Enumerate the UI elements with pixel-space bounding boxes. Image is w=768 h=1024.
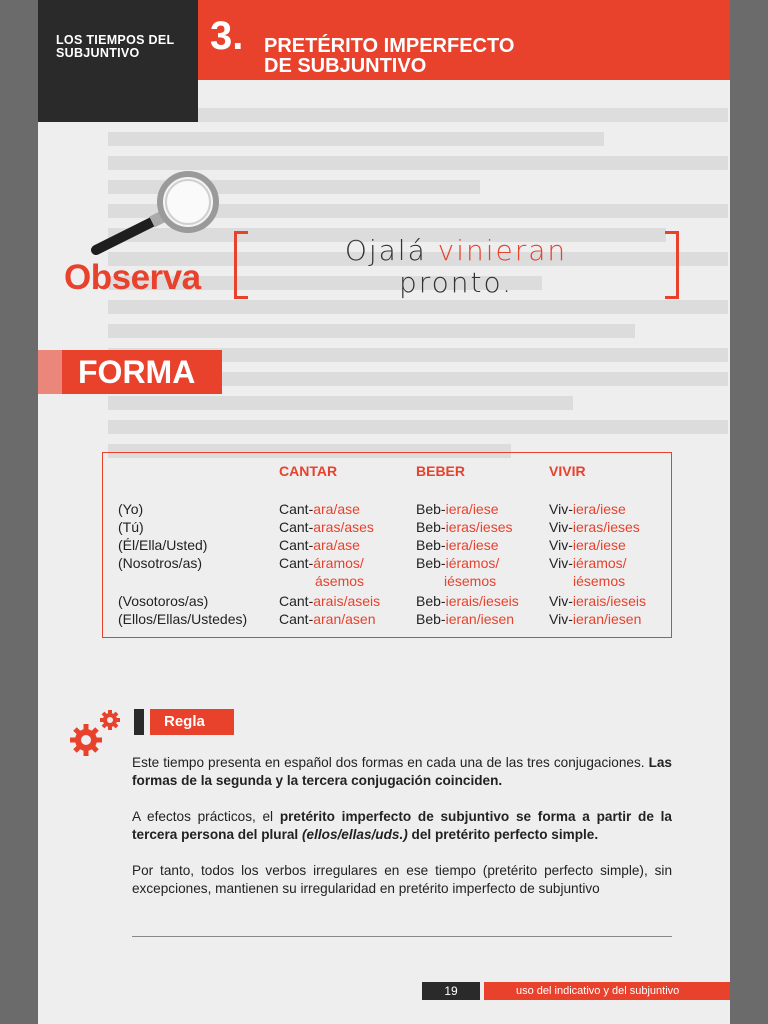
- vivir-form: [549, 518, 640, 536]
- forma-accent: [38, 350, 62, 394]
- ending: iera/iese: [445, 537, 499, 553]
- beber-form: [416, 554, 499, 572]
- p2-bold: pretérito imperfecto de subjuntivo se forma a partir de la tercera persona del plural: [132, 809, 672, 842]
- beber-form: [416, 536, 499, 554]
- column-header-cantar: CANTAR: [279, 463, 338, 479]
- ending: ieran/iesen: [572, 611, 642, 627]
- cantar-form: [279, 610, 376, 628]
- cantar-form: [279, 536, 360, 554]
- ending: iera/iese: [572, 501, 626, 517]
- ending: iera/iese: [572, 537, 626, 553]
- person-label: (Vosotoros/as): [118, 593, 209, 609]
- beber-form: [416, 610, 514, 628]
- forma-heading: FORMA: [78, 354, 196, 390]
- vivir-form: [549, 500, 626, 518]
- stem: Cant-: [279, 593, 314, 609]
- cantar-form-alt: ásemos: [315, 573, 365, 589]
- cantar-form: [279, 554, 364, 572]
- stem: Beb-: [416, 555, 446, 571]
- section-label: LOS TIEMPOS DEL SUBJUNTIVO: [56, 33, 175, 60]
- ending: ieras/ieses: [445, 519, 513, 535]
- stem: Cant-: [279, 611, 314, 627]
- regla-banner: [150, 709, 234, 735]
- stem: Beb-: [416, 611, 446, 627]
- quote-bracket-left: [234, 231, 248, 299]
- stem: Viv-: [549, 519, 573, 535]
- stem: Cant-: [279, 501, 314, 517]
- quote-part1: Ojalá: [344, 234, 438, 267]
- quote-part2: pronto.: [398, 266, 514, 299]
- p2-italic: (ellos/ellas/uds.): [302, 827, 408, 842]
- ending: ierais/ieseis: [572, 593, 646, 609]
- regla-paragraph-1: [132, 754, 672, 790]
- forma-banner: [62, 350, 222, 394]
- stem: Viv-: [549, 611, 573, 627]
- p1-text: Este tiempo presenta en español dos formas en cada una de las tres conjugaciones.: [132, 755, 649, 770]
- ending: arais/aseis: [313, 593, 381, 609]
- regla-accent: [134, 709, 144, 735]
- stem: Beb-: [416, 593, 446, 609]
- magnifying-glass-icon: [90, 170, 220, 260]
- page: [38, 0, 730, 1024]
- ending: ara/ase: [313, 501, 360, 517]
- quote-highlight: vinieran: [437, 234, 568, 267]
- footer-book-title: uso del indicativo y del subjuntivo: [484, 982, 730, 1000]
- vivir-form: [549, 554, 627, 572]
- stem: Cant-: [279, 555, 314, 571]
- page-number: 19: [422, 982, 480, 1000]
- cantar-form: [279, 592, 380, 610]
- vivir-form: [549, 592, 646, 610]
- ending: aras/ases: [313, 519, 374, 535]
- person-label: (Él/Ella/Usted): [118, 537, 208, 553]
- stem: Viv-: [549, 501, 573, 517]
- stem: Viv-: [549, 537, 573, 553]
- p2-bold-end: del pretérito perfecto simple.: [407, 827, 599, 842]
- chapter-title-line1: PRETÉRITO IMPERFECTO: [264, 35, 515, 57]
- cantar-form: [279, 518, 374, 536]
- ending: iera/iese: [445, 501, 499, 517]
- person-label: (Tú): [118, 519, 144, 535]
- ending: áramos/: [313, 555, 364, 571]
- ending: ieras/ieses: [572, 519, 640, 535]
- stem: Cant-: [279, 519, 314, 535]
- cantar-form: [279, 500, 360, 518]
- p1-bold: Las formas de la segunda y la tercera conjugación coinciden.: [132, 755, 672, 788]
- ending: iéramos/: [572, 555, 627, 571]
- p2-text: A efectos prácticos, el: [132, 809, 280, 824]
- ending: aran/asen: [313, 611, 376, 627]
- person-label: (Nosotros/as): [118, 555, 203, 571]
- column-header-beber: BEBER: [416, 463, 466, 479]
- stem: Beb-: [416, 537, 446, 553]
- chapter-banner: [198, 0, 730, 80]
- stem: Beb-: [416, 501, 446, 517]
- example-quote: [256, 235, 656, 299]
- person-label: (Yo): [118, 501, 144, 517]
- ending: iéramos/: [445, 555, 500, 571]
- vivir-form: [549, 536, 626, 554]
- regla-paragraph-2: [132, 808, 672, 844]
- chapter-number: 3.: [210, 14, 244, 58]
- chapter-title-line2: DE SUBJUNTIVO: [264, 55, 427, 77]
- vivir-form: [549, 610, 641, 628]
- gears-icon: [68, 708, 130, 758]
- observa-heading: Observa: [64, 258, 201, 297]
- stem: Viv-: [549, 593, 573, 609]
- beber-form: [416, 518, 513, 536]
- stem: Beb-: [416, 519, 446, 535]
- stem: Cant-: [279, 537, 314, 553]
- regla-heading: Regla: [164, 713, 205, 730]
- column-header-vivir: VIVIR: [549, 463, 586, 479]
- ending: ara/ase: [313, 537, 360, 553]
- beber-form: [416, 500, 499, 518]
- stem: Viv-: [549, 555, 573, 571]
- beber-form-alt: iésemos: [444, 573, 497, 589]
- divider: [132, 936, 672, 937]
- regla-paragraph-3: Por tanto, todos los verbos irregulares en ese tiempo (pretérito perfecto simple), sin excepciones, mantienen su irregularidad en pretérito imperfecto de subjuntivo: [132, 863, 672, 896]
- ending: ierais/ieseis: [445, 593, 519, 609]
- quote-bracket-right: [665, 231, 679, 299]
- person-label: (Ellos/Ellas/Ustedes): [118, 611, 248, 627]
- vivir-form-alt: iésemos: [573, 573, 626, 589]
- beber-form: [416, 592, 519, 610]
- chapter-title: [264, 36, 514, 76]
- ending: ieran/iesen: [445, 611, 515, 627]
- section-tab: [38, 0, 198, 122]
